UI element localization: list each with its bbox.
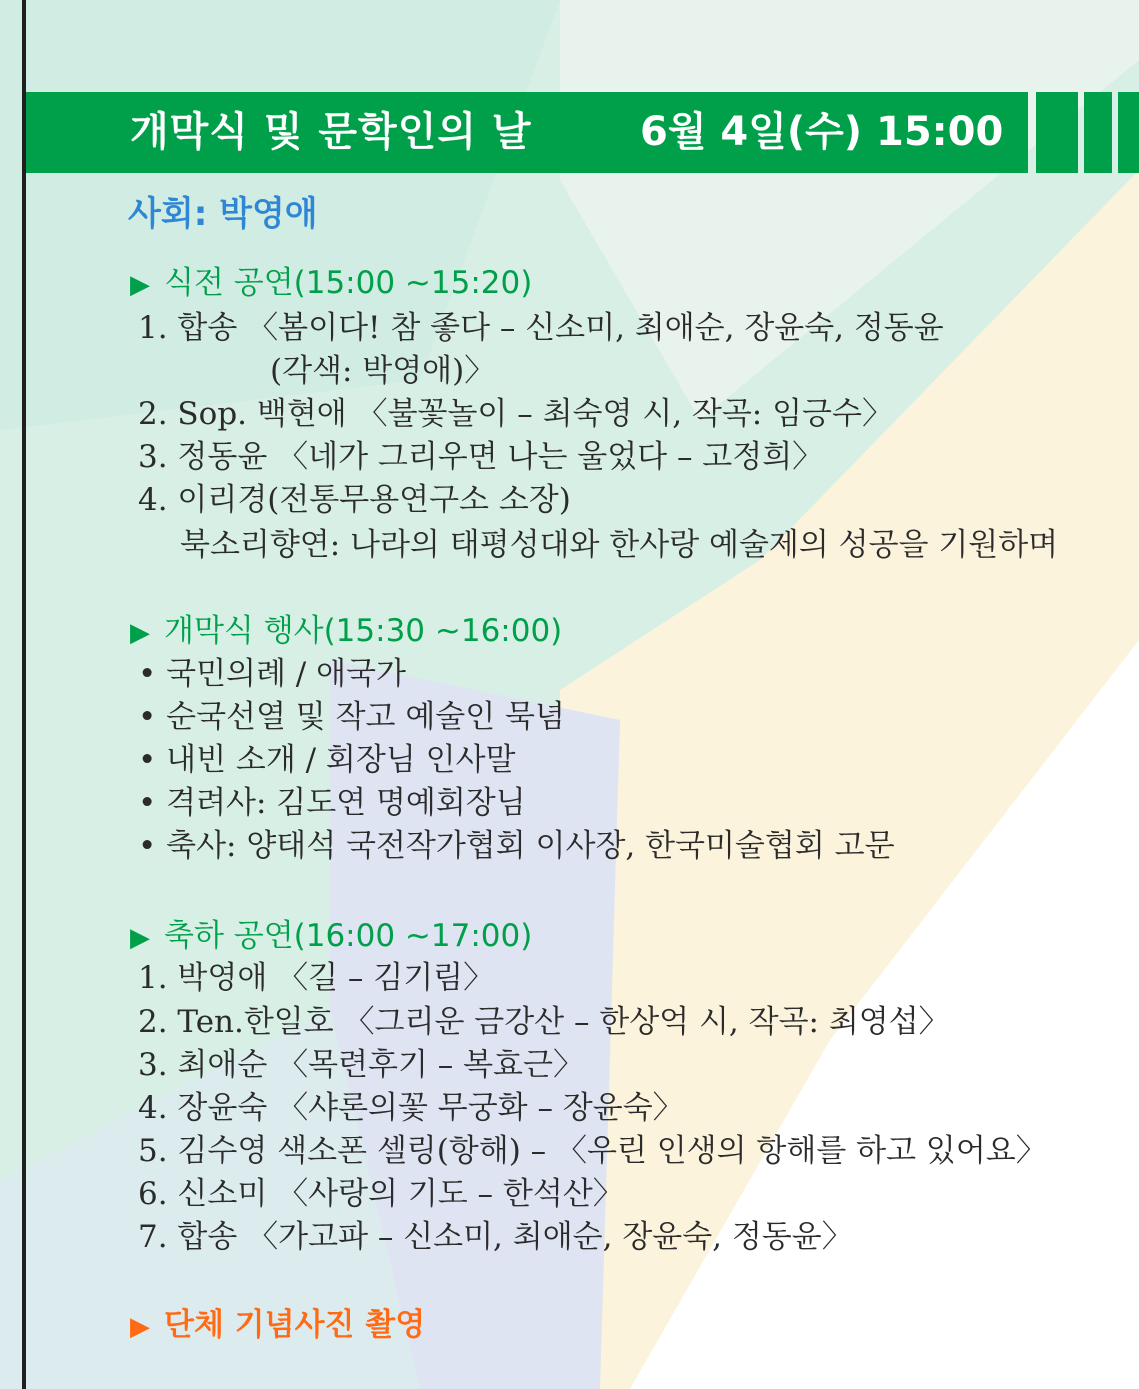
mc-label: 사회: 박영애 (128, 194, 318, 234)
list-item: 6. 신소미 〈사랑의 기도 – 한석산〉 (138, 1176, 624, 1212)
triangle-right-icon: ▶ (130, 923, 150, 953)
list-item: (각색: 박영애)〉 (270, 353, 496, 389)
section-heading-text: 식전 공연(15:00 ~15:20) (164, 265, 533, 301)
banner-date: 6월 4일(수) 15:00 (640, 109, 1004, 155)
section-heading-text: 축하 공연(16:00 ~17:00) (164, 918, 533, 954)
list-item: 1. 박영애 〈길 – 김기림〉 (138, 960, 495, 996)
section-heading-text: 단체 기념사진 촬영 (164, 1307, 426, 1343)
list-item: 3. 정동윤 〈네가 그리우면 나는 울었다 – 고정희〉 (138, 439, 824, 475)
list-item: 4. 장윤숙 〈샤론의꽃 무궁화 – 장윤숙〉 (138, 1090, 684, 1126)
section-heading-celebration (130, 910, 532, 955)
section-heading-opening-ceremony (130, 605, 562, 650)
list-item: 7. 합송 〈가고파 – 신소미, 최애순, 장윤숙, 정동윤〉 (138, 1219, 853, 1255)
list-item: 1. 합송 〈봄이다! 참 좋다 – 신소미, 최애순, 장윤숙, 정동윤 (138, 310, 944, 346)
list-item: 2. Ten.한일호 〈그리운 금강산 – 한상억 시, 작곡: 최영섭〉 (138, 1004, 950, 1040)
left-frame-line (22, 0, 26, 1389)
bullet-item: • 순국선열 및 작고 예술인 묵념 (138, 691, 565, 736)
section-heading-pre-performance (130, 257, 532, 302)
list-item: 북소리향연: 나라의 태평성대와 한사랑 예술제의 성공을 기원하며 (180, 527, 1059, 563)
triangle-right-icon: ▶ (130, 618, 150, 648)
triangle-right-icon: ▶ (130, 1312, 150, 1342)
banner-stripe (1118, 92, 1139, 173)
banner-title: 개막식 및 문학인의 날 (130, 109, 532, 155)
section-heading-text: 개막식 행사(15:30 ~16:00) (164, 613, 563, 649)
list-item: 4. 이리경(전통무용연구소 소장) (138, 482, 571, 518)
list-item: 2. Sop. 백현애 〈불꽃놀이 – 최숙영 시, 작곡: 임긍수〉 (138, 396, 893, 432)
bullet-item: • 내빈 소개 / 회장님 인사말 (138, 734, 515, 779)
banner-stripe (1084, 92, 1112, 173)
section-heading-group-photo (130, 1299, 425, 1344)
banner-stripe (1036, 92, 1078, 173)
bullet-item: • 격려사: 김도연 명예회장님 (138, 777, 526, 822)
bullet-item: • 국민의례 / 애국가 (138, 648, 406, 693)
list-item: 3. 최애순 〈목련후기 – 복효근〉 (138, 1047, 584, 1083)
list-item: 5. 김수영 색소폰 셀링(항해) – 〈우린 인생의 항해를 하고 있어요〉 (138, 1133, 1047, 1169)
bullet-item: • 축사: 양태석 국전작가협회 이사장, 한국미술협회 고문 (138, 820, 895, 865)
triangle-right-icon: ▶ (130, 270, 150, 300)
title-banner (26, 92, 1028, 173)
